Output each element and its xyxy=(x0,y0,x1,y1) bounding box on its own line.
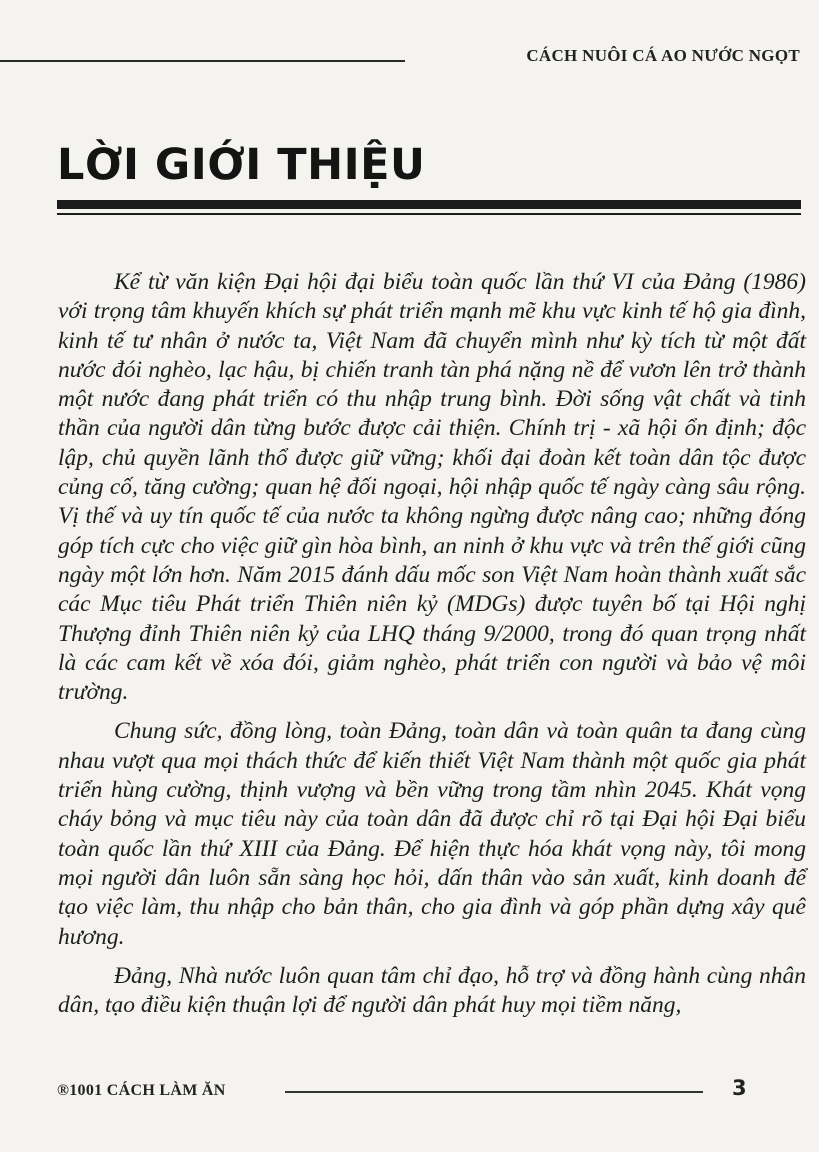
footer-series-title: ®1001 CÁCH LÀM ĂN xyxy=(57,1082,226,1099)
paragraph-2: Chung sức, đồng lòng, toàn Đảng, toàn dân và toàn quân ta đang cùng nhau vượt qua mọi thách thức để kiến thiết Việt Nam thành một quốc gia phát triển hùng cường, thịnh vượng và bền vững trong tầm nhìn 2045. Khát vọng cháy bỏng và mục tiêu này của toàn dân đã được chỉ rõ tại Đại hội Đại biểu toàn quốc lần thứ XIII của Đảng. Để hiện thực hóa khát vọng này, tôi mong mọi người dân luôn sẵn sàng học hỏi, dấn thân vào sản xuất, kinh doanh để tạo việc làm, thu nhập cho bản thân, cho gia đình và góp phần dựng xây quê hương. xyxy=(58,718,806,950)
footer-rule xyxy=(285,1091,703,1093)
header-rule xyxy=(0,60,405,62)
body-text xyxy=(58,268,806,1030)
page-number: 3 xyxy=(732,1076,747,1100)
running-header-title: CÁCH NUÔI CÁ AO NƯỚC NGỌT xyxy=(526,46,800,65)
paragraph-1: Kể từ văn kiện Đại hội đại biểu toàn quốc lần thứ VI của Đảng (1986) với trọng tâm khuyến khích sự phát triển mạnh mẽ khu vực kinh tế hộ gia đình, kinh tế tư nhân ở nước ta, Việt Nam đã chuyển mình như kỳ tích từ một đất nước đói nghèo, lạc hậu, bị chiến tranh tàn phá nặng nề để vươn lên trở thành một nước đang phát triển có thu nhập trung bình. Đời sống vật chất và tinh thần của người dân từng bước được cải thiện. Chính trị - xã hội ổn định; độc lập, chủ quyền lãnh thổ được giữ vững; khối đại đoàn kết toàn dân tộc được củng cố, tăng cường; quan hệ đối ngoại, hội nhập quốc tế ngày càng sâu rộng. Vị thế và uy tín quốc tế của nước ta không ngừng được nâng cao; những đóng góp tích cực cho việc giữ gìn hòa bình, an ninh ở khu vực và trên thế giới cũng ngày một lớn hơn. Năm 2015 đánh dấu mốc son Việt Nam hoàn thành xuất sắc các Mục tiêu Phát triển Thiên niên kỷ (MDGs) được tuyên bố tại Hội nghị Thượng đỉnh Thiên niên kỷ của LHQ tháng 9/2000, trong đó quan trọng nhất là các cam kết về xóa đói, giảm nghèo, phát triển con người và bảo vệ môi trường. xyxy=(58,269,806,706)
title-underline-thin xyxy=(57,213,801,215)
section-title: LỜI GIỚI THIỆU xyxy=(57,140,426,190)
paragraph-3: Đảng, Nhà nước luôn quan tâm chỉ đạo, hỗ trợ và đồng hành cùng nhân dân, tạo điều kiện thuận lợi để người dân phát huy mọi tiềm năng, xyxy=(58,962,806,1019)
title-underline-thick xyxy=(57,200,801,209)
